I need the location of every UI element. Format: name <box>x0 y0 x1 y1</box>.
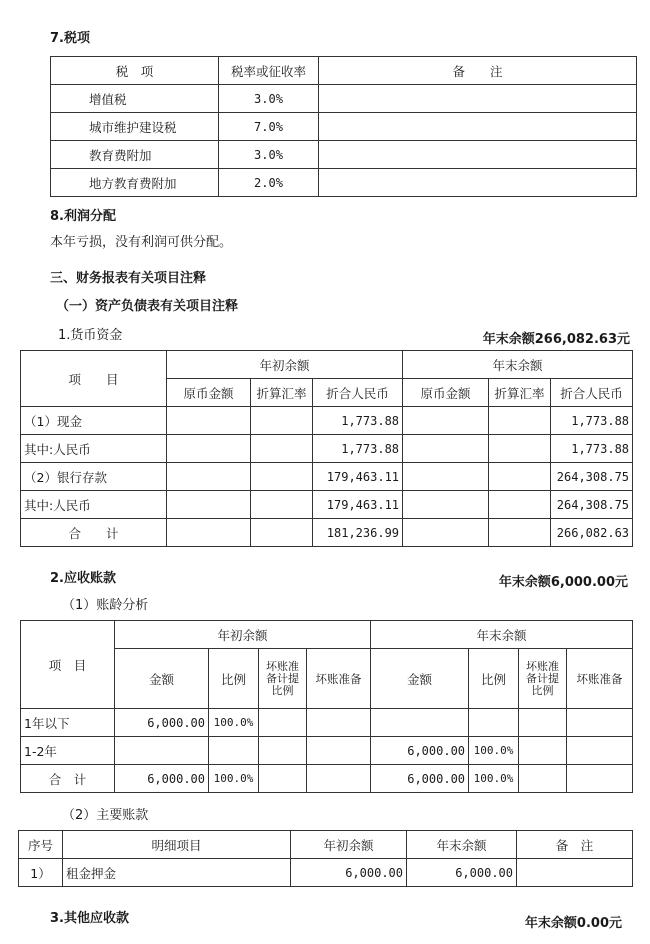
cash-header-row <box>21 351 633 379</box>
tax-note <box>319 85 637 113</box>
cell <box>251 491 313 519</box>
aging-end-amount: 6,000.00 <box>371 765 469 793</box>
main-accounts-heading: （2）主要账款 <box>62 808 149 823</box>
main-begin: 6,000.00 <box>291 859 407 887</box>
main-col-item: 明细项目 <box>63 831 291 859</box>
tax-note <box>319 113 637 141</box>
table-row <box>51 169 637 197</box>
tax-rate: 2.0% <box>219 169 319 197</box>
main-col-begin: 年初余额 <box>291 831 407 859</box>
aging-item: 1年以下 <box>21 709 115 737</box>
cell <box>167 435 251 463</box>
aging-end-ratio <box>469 709 519 737</box>
aging-begin-amount <box>115 737 209 765</box>
aging-sub-ratio: 比例 <box>209 649 259 709</box>
table-row <box>51 141 637 169</box>
cell <box>167 491 251 519</box>
cash-sub-orig: 原币金额 <box>167 379 251 407</box>
tax-col-note: 备 注 <box>319 57 637 85</box>
tax-note <box>319 141 637 169</box>
cell <box>167 407 251 435</box>
cell <box>489 491 551 519</box>
cash-begin-rmb: 181,236.99 <box>313 519 403 547</box>
aging-item: 1-2年 <box>21 737 115 765</box>
cell <box>403 491 489 519</box>
cell <box>489 407 551 435</box>
cash-sub-rmb: 折合人民币 <box>313 379 403 407</box>
cash-balance: 年末余额266,082.63元 <box>482 332 630 347</box>
profit-heading: 8.利润分配 <box>50 209 116 224</box>
tax-col-rate: 税率或征收率 <box>219 57 319 85</box>
cell <box>307 765 371 793</box>
cash-col-item: 项 目 <box>21 351 167 407</box>
aging-end-ratio: 100.0% <box>469 765 519 793</box>
aging-sub-ratio: 比例 <box>469 649 519 709</box>
aging-end-amount: 6,000.00 <box>371 737 469 765</box>
tax-name: 教育费附加 <box>51 141 219 169</box>
aging-sub-provision: 坏账准备 <box>567 649 633 709</box>
main-note <box>517 859 633 887</box>
cash-heading: 1.货币资金 <box>58 328 123 343</box>
table-row <box>21 737 633 765</box>
cash-item: 合 计 <box>21 519 167 547</box>
tax-rate: 7.0% <box>219 113 319 141</box>
tax-name: 地方教育费附加 <box>51 169 219 197</box>
tax-rate: 3.0% <box>219 141 319 169</box>
cell <box>567 709 633 737</box>
cash-begin-rmb: 1,773.88 <box>313 435 403 463</box>
cash-end-rmb: 264,308.75 <box>551 491 633 519</box>
cell <box>259 737 307 765</box>
aging-begin-ratio: 100.0% <box>209 765 259 793</box>
cell <box>519 765 567 793</box>
tax-heading: 7.税项 <box>50 31 90 46</box>
cell <box>403 519 489 547</box>
cell <box>251 463 313 491</box>
cell <box>567 737 633 765</box>
main-col-no: 序号 <box>19 831 63 859</box>
main-accounts-table <box>18 830 633 887</box>
tax-rate: 3.0% <box>219 85 319 113</box>
main-item: 租金押金 <box>63 859 291 887</box>
cash-sub-rate: 折算汇率 <box>251 379 313 407</box>
cell <box>167 463 251 491</box>
cell <box>489 435 551 463</box>
aging-col-end: 年末余额 <box>371 621 633 649</box>
aging-sub-provision-ratio: 坏账准备计提比例 <box>519 649 567 709</box>
cash-item: （1）现金 <box>21 407 167 435</box>
aging-table <box>20 620 633 793</box>
tax-name: 城市维护建设税 <box>51 113 219 141</box>
aging-heading: （1）账龄分析 <box>62 598 149 613</box>
cash-item: 其中:人民币 <box>21 491 167 519</box>
cell <box>489 463 551 491</box>
aging-end-amount <box>371 709 469 737</box>
aging-begin-ratio <box>209 737 259 765</box>
cash-col-end: 年末余额 <box>403 351 633 379</box>
aging-header-row <box>21 621 633 649</box>
main-end: 6,000.00 <box>407 859 517 887</box>
aging-sub-provision: 坏账准备 <box>307 649 371 709</box>
receivables-heading: 2.应收账款 <box>50 571 116 586</box>
cell <box>259 709 307 737</box>
cash-begin-rmb: 179,463.11 <box>313 463 403 491</box>
cell <box>259 765 307 793</box>
table-row <box>21 765 633 793</box>
table-row <box>21 463 633 491</box>
tax-table <box>50 56 637 197</box>
aging-sub-amount: 金额 <box>115 649 209 709</box>
cell <box>489 519 551 547</box>
cell <box>307 709 371 737</box>
other-heading: 3.其他应收款 <box>50 911 129 926</box>
aging-sub-amount: 金额 <box>371 649 469 709</box>
table-row <box>21 435 633 463</box>
cash-sub-orig: 原币金额 <box>403 379 489 407</box>
notes-heading: 三、财务报表有关项目注释 <box>50 271 207 286</box>
cell <box>307 737 371 765</box>
profit-text: 本年亏损，没有利润可供分配。 <box>50 235 233 250</box>
table-row <box>21 709 633 737</box>
main-col-end: 年末余额 <box>407 831 517 859</box>
table-row <box>21 407 633 435</box>
aging-item: 合 计 <box>21 765 115 793</box>
cell <box>403 407 489 435</box>
receivables-balance: 年末余额6,000.00元 <box>498 575 628 590</box>
table-row <box>51 85 637 113</box>
aging-col-begin: 年初余额 <box>115 621 371 649</box>
notes-subheading: （一）资产负债表有关项目注释 <box>56 299 239 314</box>
cash-end-rmb: 264,308.75 <box>551 463 633 491</box>
cell <box>403 435 489 463</box>
cell <box>251 435 313 463</box>
aging-begin-amount: 6,000.00 <box>115 765 209 793</box>
cash-table <box>20 350 633 547</box>
table-row <box>21 519 633 547</box>
main-no: 1） <box>19 859 63 887</box>
tax-header-row <box>51 57 637 85</box>
aging-end-ratio: 100.0% <box>469 737 519 765</box>
table-row <box>51 113 637 141</box>
cash-end-rmb: 266,082.63 <box>551 519 633 547</box>
aging-col-item: 项 目 <box>21 621 115 709</box>
main-col-note: 备 注 <box>517 831 633 859</box>
tax-note <box>319 169 637 197</box>
aging-sub-provision-ratio: 坏账准备计提比例 <box>259 649 307 709</box>
tax-col-name: 税 项 <box>51 57 219 85</box>
cash-sub-rate: 折算汇率 <box>489 379 551 407</box>
cell <box>403 463 489 491</box>
cell <box>167 519 251 547</box>
table-row <box>21 491 633 519</box>
aging-begin-ratio: 100.0% <box>209 709 259 737</box>
cell <box>251 407 313 435</box>
cash-begin-rmb: 179,463.11 <box>313 491 403 519</box>
cash-begin-rmb: 1,773.88 <box>313 407 403 435</box>
other-balance: 年末余额0.00元 <box>524 916 622 931</box>
cell <box>519 737 567 765</box>
cash-item: 其中:人民币 <box>21 435 167 463</box>
main-header-row <box>19 831 633 859</box>
cell <box>519 709 567 737</box>
aging-begin-amount: 6,000.00 <box>115 709 209 737</box>
cell <box>567 765 633 793</box>
cash-sub-rmb: 折合人民币 <box>551 379 633 407</box>
cash-end-rmb: 1,773.88 <box>551 435 633 463</box>
cash-col-begin: 年初余额 <box>167 351 403 379</box>
cell <box>251 519 313 547</box>
cash-item: （2）银行存款 <box>21 463 167 491</box>
table-row <box>19 859 633 887</box>
cash-end-rmb: 1,773.88 <box>551 407 633 435</box>
tax-name: 增值税 <box>51 85 219 113</box>
